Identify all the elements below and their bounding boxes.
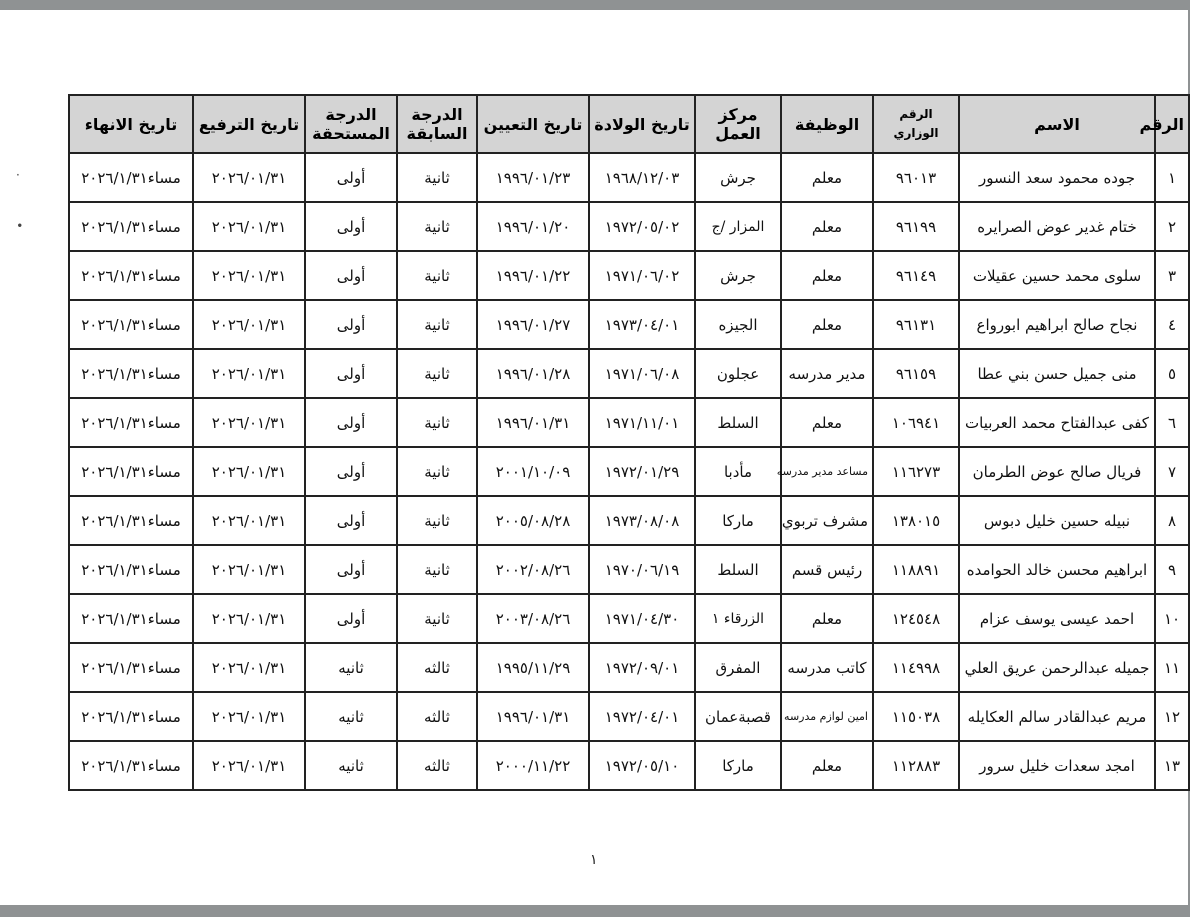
cell-previous-grade: ثانية xyxy=(397,447,477,496)
cell-previous-grade: ثانية xyxy=(397,398,477,447)
cell-birth-date: ١٩٧٢/٠٤/٠١ xyxy=(589,692,695,741)
cell-promotion-date: ٢٠٢٦/٠١/٣١ xyxy=(193,741,305,790)
cell-due-grade: أولى xyxy=(305,594,397,643)
cell-work-center: جرش xyxy=(695,251,781,300)
promotions-table xyxy=(68,94,1190,791)
cell-birth-date: ١٩٧١/١١/٠١ xyxy=(589,398,695,447)
cell-previous-grade: ثانية xyxy=(397,545,477,594)
cell-name: سلوى محمد حسين عقيلات xyxy=(959,251,1155,300)
cell-row-no: ١١ xyxy=(1155,643,1189,692)
cell-appointment-date: ١٩٩٥/١١/٢٩ xyxy=(477,643,589,692)
cell-work-center: ماركا xyxy=(695,496,781,545)
cell-work-center: المفرق xyxy=(695,643,781,692)
cell-appointment-date: ٢٠٠١/١٠/٠٩ xyxy=(477,447,589,496)
cell-job: معلم xyxy=(781,398,873,447)
cell-job: معلم xyxy=(781,741,873,790)
cell-promotion-date: ٢٠٢٦/٠١/٣١ xyxy=(193,398,305,447)
cell-due-grade: أولى xyxy=(305,447,397,496)
cell-ministry-no: ٩٦١٥٩ xyxy=(873,349,959,398)
cell-promotion-date: ٢٠٢٦/٠١/٣١ xyxy=(193,594,305,643)
cell-work-center: السلط xyxy=(695,545,781,594)
cell-due-grade: ثانيه xyxy=(305,643,397,692)
cell-name: منى جميل حسن بني عطا xyxy=(959,349,1155,398)
cell-name: جوده محمود سعد النسور xyxy=(959,153,1155,202)
cell-birth-date: ١٩٧٢/٠١/٢٩ xyxy=(589,447,695,496)
table-row xyxy=(69,447,1189,496)
cell-promotion-date: ٢٠٢٦/٠١/٣١ xyxy=(193,300,305,349)
header-name: الاسم xyxy=(959,95,1155,153)
cell-promotion-date: ٢٠٢٦/٠١/٣١ xyxy=(193,643,305,692)
table-row xyxy=(69,251,1189,300)
cell-end-date: مساء٢٠٢٦/١/٣١ xyxy=(69,643,193,692)
cell-row-no: ٦ xyxy=(1155,398,1189,447)
cell-job: كاتب مدرسه xyxy=(781,643,873,692)
cell-name: امجد سعدات خليل سرور xyxy=(959,741,1155,790)
cell-work-center: السلط xyxy=(695,398,781,447)
cell-row-no: ١ xyxy=(1155,153,1189,202)
table-row xyxy=(69,349,1189,398)
cell-ministry-no: ١١٤٩٩٨ xyxy=(873,643,959,692)
cell-birth-date: ١٩٧١/٠٤/٣٠ xyxy=(589,594,695,643)
header-promotion-date: تاريخ الترفيع xyxy=(193,95,305,153)
cell-job: معلم xyxy=(781,300,873,349)
scan-specks: · ∙ xyxy=(16,168,24,232)
header-birth-date: تاريخ الولادة xyxy=(589,95,695,153)
cell-birth-date: ١٩٧١/٠٦/٠٢ xyxy=(589,251,695,300)
cell-birth-date: ١٩٧٣/٠٤/٠١ xyxy=(589,300,695,349)
cell-appointment-date: ١٩٩٦/٠١/٢٨ xyxy=(477,349,589,398)
cell-appointment-date: ١٩٩٦/٠١/٢٠ xyxy=(477,202,589,251)
cell-end-date: مساء٢٠٢٦/١/٣١ xyxy=(69,594,193,643)
cell-promotion-date: ٢٠٢٦/٠١/٣١ xyxy=(193,202,305,251)
cell-job: معلم xyxy=(781,153,873,202)
cell-row-no: ٨ xyxy=(1155,496,1189,545)
cell-appointment-date: ١٩٩٦/٠١/٢٢ xyxy=(477,251,589,300)
cell-work-center: عجلون xyxy=(695,349,781,398)
cell-end-date: مساء٢٠٢٦/١/٣١ xyxy=(69,496,193,545)
cell-end-date: مساء٢٠٢٦/١/٣١ xyxy=(69,153,193,202)
cell-job: امين لوازم مدرسه xyxy=(781,692,873,741)
table-row xyxy=(69,692,1189,741)
cell-appointment-date: ١٩٩٦/٠١/٢٣ xyxy=(477,153,589,202)
cell-previous-grade: ثانية xyxy=(397,153,477,202)
table-row xyxy=(69,643,1189,692)
header-ministry-no: الرقم الوزاري xyxy=(873,95,959,153)
cell-row-no: ٤ xyxy=(1155,300,1189,349)
header-end-date: تاريخ الانهاء xyxy=(69,95,193,153)
cell-work-center: ماركا xyxy=(695,741,781,790)
cell-row-no: ٣ xyxy=(1155,251,1189,300)
cell-previous-grade: ثالثه xyxy=(397,643,477,692)
cell-job: مساعد مدير مدرسه xyxy=(781,447,873,496)
cell-ministry-no: ١١٢٨٨٣ xyxy=(873,741,959,790)
cell-previous-grade: ثالثه xyxy=(397,741,477,790)
cell-appointment-date: ١٩٩٦/٠١/٣١ xyxy=(477,398,589,447)
cell-ministry-no: ٩٦١٩٩ xyxy=(873,202,959,251)
cell-row-no: ١٢ xyxy=(1155,692,1189,741)
table-row xyxy=(69,202,1189,251)
cell-due-grade: ثانيه xyxy=(305,692,397,741)
table-row xyxy=(69,398,1189,447)
cell-name: ختام غدير عوض الصرايره xyxy=(959,202,1155,251)
header-previous-grade: الدرجة السابقة xyxy=(397,95,477,153)
cell-name: نجاح صالح ابراهيم ابورواع xyxy=(959,300,1155,349)
cell-work-center: مأدبا xyxy=(695,447,781,496)
cell-name: فريال صالح عوض الطرمان xyxy=(959,447,1155,496)
cell-promotion-date: ٢٠٢٦/٠١/٣١ xyxy=(193,545,305,594)
cell-name: كفى عبدالفتاح محمد العربيات xyxy=(959,398,1155,447)
cell-birth-date: ١٩٧٢/٠٥/١٠ xyxy=(589,741,695,790)
cell-appointment-date: ٢٠٠٠/١١/٢٢ xyxy=(477,741,589,790)
page-number: ١ xyxy=(590,852,598,868)
table-header-row xyxy=(69,95,1189,153)
cell-ministry-no: ٩٦٠١٣ xyxy=(873,153,959,202)
cell-birth-date: ١٩٦٨/١٢/٠٣ xyxy=(589,153,695,202)
cell-ministry-no: ٩٦١٣١ xyxy=(873,300,959,349)
table-row xyxy=(69,741,1189,790)
cell-previous-grade: ثالثه xyxy=(397,692,477,741)
cell-appointment-date: ٢٠٠٢/٠٨/٢٦ xyxy=(477,545,589,594)
cell-promotion-date: ٢٠٢٦/٠١/٣١ xyxy=(193,153,305,202)
cell-name: مريم عبدالقادر سالم العكايله xyxy=(959,692,1155,741)
cell-previous-grade: ثانية xyxy=(397,202,477,251)
cell-name: احمد عيسى يوسف عزام xyxy=(959,594,1155,643)
cell-work-center: المزار /ج xyxy=(695,202,781,251)
cell-end-date: مساء٢٠٢٦/١/٣١ xyxy=(69,447,193,496)
cell-due-grade: ثانيه xyxy=(305,741,397,790)
cell-birth-date: ١٩٧٢/٠٩/٠١ xyxy=(589,643,695,692)
cell-birth-date: ١٩٧٢/٠٥/٠٢ xyxy=(589,202,695,251)
cell-promotion-date: ٢٠٢٦/٠١/٣١ xyxy=(193,251,305,300)
cell-row-no: ٧ xyxy=(1155,447,1189,496)
cell-previous-grade: ثانية xyxy=(397,594,477,643)
cell-row-no: ١٣ xyxy=(1155,741,1189,790)
cell-promotion-date: ٢٠٢٦/٠١/٣١ xyxy=(193,447,305,496)
cell-end-date: مساء٢٠٢٦/١/٣١ xyxy=(69,741,193,790)
cell-previous-grade: ثانية xyxy=(397,496,477,545)
cell-due-grade: أولى xyxy=(305,496,397,545)
cell-promotion-date: ٢٠٢٦/٠١/٣١ xyxy=(193,692,305,741)
cell-job: معلم xyxy=(781,202,873,251)
header-row-no: الرقم xyxy=(1155,95,1189,153)
cell-ministry-no: ١١٥٠٣٨ xyxy=(873,692,959,741)
cell-birth-date: ١٩٧٣/٠٨/٠٨ xyxy=(589,496,695,545)
cell-end-date: مساء٢٠٢٦/١/٣١ xyxy=(69,349,193,398)
cell-previous-grade: ثانية xyxy=(397,251,477,300)
table-row xyxy=(69,594,1189,643)
cell-work-center: الزرقاء ١ xyxy=(695,594,781,643)
cell-row-no: ١٠ xyxy=(1155,594,1189,643)
cell-previous-grade: ثانية xyxy=(397,300,477,349)
cell-ministry-no: ١١٨٨٩١ xyxy=(873,545,959,594)
header-job: الوظيفة xyxy=(781,95,873,153)
cell-job: رئيس قسم xyxy=(781,545,873,594)
cell-ministry-no: ١٠٦٩٤١ xyxy=(873,398,959,447)
cell-job: مشرف تربوي xyxy=(781,496,873,545)
table-row xyxy=(69,496,1189,545)
cell-row-no: ٩ xyxy=(1155,545,1189,594)
cell-previous-grade: ثانية xyxy=(397,349,477,398)
cell-ministry-no: ١١٦٢٧٣ xyxy=(873,447,959,496)
cell-name: ابراهيم محسن خالد الحوامده xyxy=(959,545,1155,594)
cell-due-grade: أولى xyxy=(305,251,397,300)
cell-ministry-no: ١٣٨٠١٥ xyxy=(873,496,959,545)
table-row xyxy=(69,545,1189,594)
cell-due-grade: أولى xyxy=(305,349,397,398)
cell-birth-date: ١٩٧١/٠٦/٠٨ xyxy=(589,349,695,398)
cell-due-grade: أولى xyxy=(305,398,397,447)
cell-end-date: مساء٢٠٢٦/١/٣١ xyxy=(69,251,193,300)
cell-end-date: مساء٢٠٢٦/١/٣١ xyxy=(69,545,193,594)
header-work-center: مركز العمل xyxy=(695,95,781,153)
header-due-grade: الدرجة المستحقة xyxy=(305,95,397,153)
cell-name: جميله عبدالرحمن عريق العلي xyxy=(959,643,1155,692)
cell-ministry-no: ١٢٤٥٤٨ xyxy=(873,594,959,643)
cell-ministry-no: ٩٦١٤٩ xyxy=(873,251,959,300)
cell-due-grade: أولى xyxy=(305,545,397,594)
table-body xyxy=(69,153,1189,790)
cell-appointment-date: ١٩٩٦/٠١/٢٧ xyxy=(477,300,589,349)
cell-row-no: ٢ xyxy=(1155,202,1189,251)
cell-appointment-date: ١٩٩٦/٠١/٣١ xyxy=(477,692,589,741)
cell-end-date: مساء٢٠٢٦/١/٣١ xyxy=(69,398,193,447)
cell-appointment-date: ٢٠٠٣/٠٨/٢٦ xyxy=(477,594,589,643)
cell-due-grade: أولى xyxy=(305,202,397,251)
cell-row-no: ٥ xyxy=(1155,349,1189,398)
cell-promotion-date: ٢٠٢٦/٠١/٣١ xyxy=(193,496,305,545)
cell-end-date: مساء٢٠٢٦/١/٣١ xyxy=(69,202,193,251)
cell-birth-date: ١٩٧٠/٠٦/١٩ xyxy=(589,545,695,594)
cell-work-center: قصبةعمان xyxy=(695,692,781,741)
cell-promotion-date: ٢٠٢٦/٠١/٣١ xyxy=(193,349,305,398)
cell-job: معلم xyxy=(781,594,873,643)
table-row xyxy=(69,153,1189,202)
cell-due-grade: أولى xyxy=(305,300,397,349)
cell-job: معلم xyxy=(781,251,873,300)
cell-job: مدير مدرسه xyxy=(781,349,873,398)
cell-end-date: مساء٢٠٢٦/١/٣١ xyxy=(69,300,193,349)
header-appointment-date: تاريخ التعيين xyxy=(477,95,589,153)
cell-work-center: جرش xyxy=(695,153,781,202)
cell-work-center: الجيزه xyxy=(695,300,781,349)
table-row xyxy=(69,300,1189,349)
cell-end-date: مساء٢٠٢٦/١/٣١ xyxy=(69,692,193,741)
cell-appointment-date: ٢٠٠٥/٠٨/٢٨ xyxy=(477,496,589,545)
document-page xyxy=(0,10,1188,905)
cell-name: نبيله حسين خليل دبوس xyxy=(959,496,1155,545)
cell-due-grade: أولى xyxy=(305,153,397,202)
